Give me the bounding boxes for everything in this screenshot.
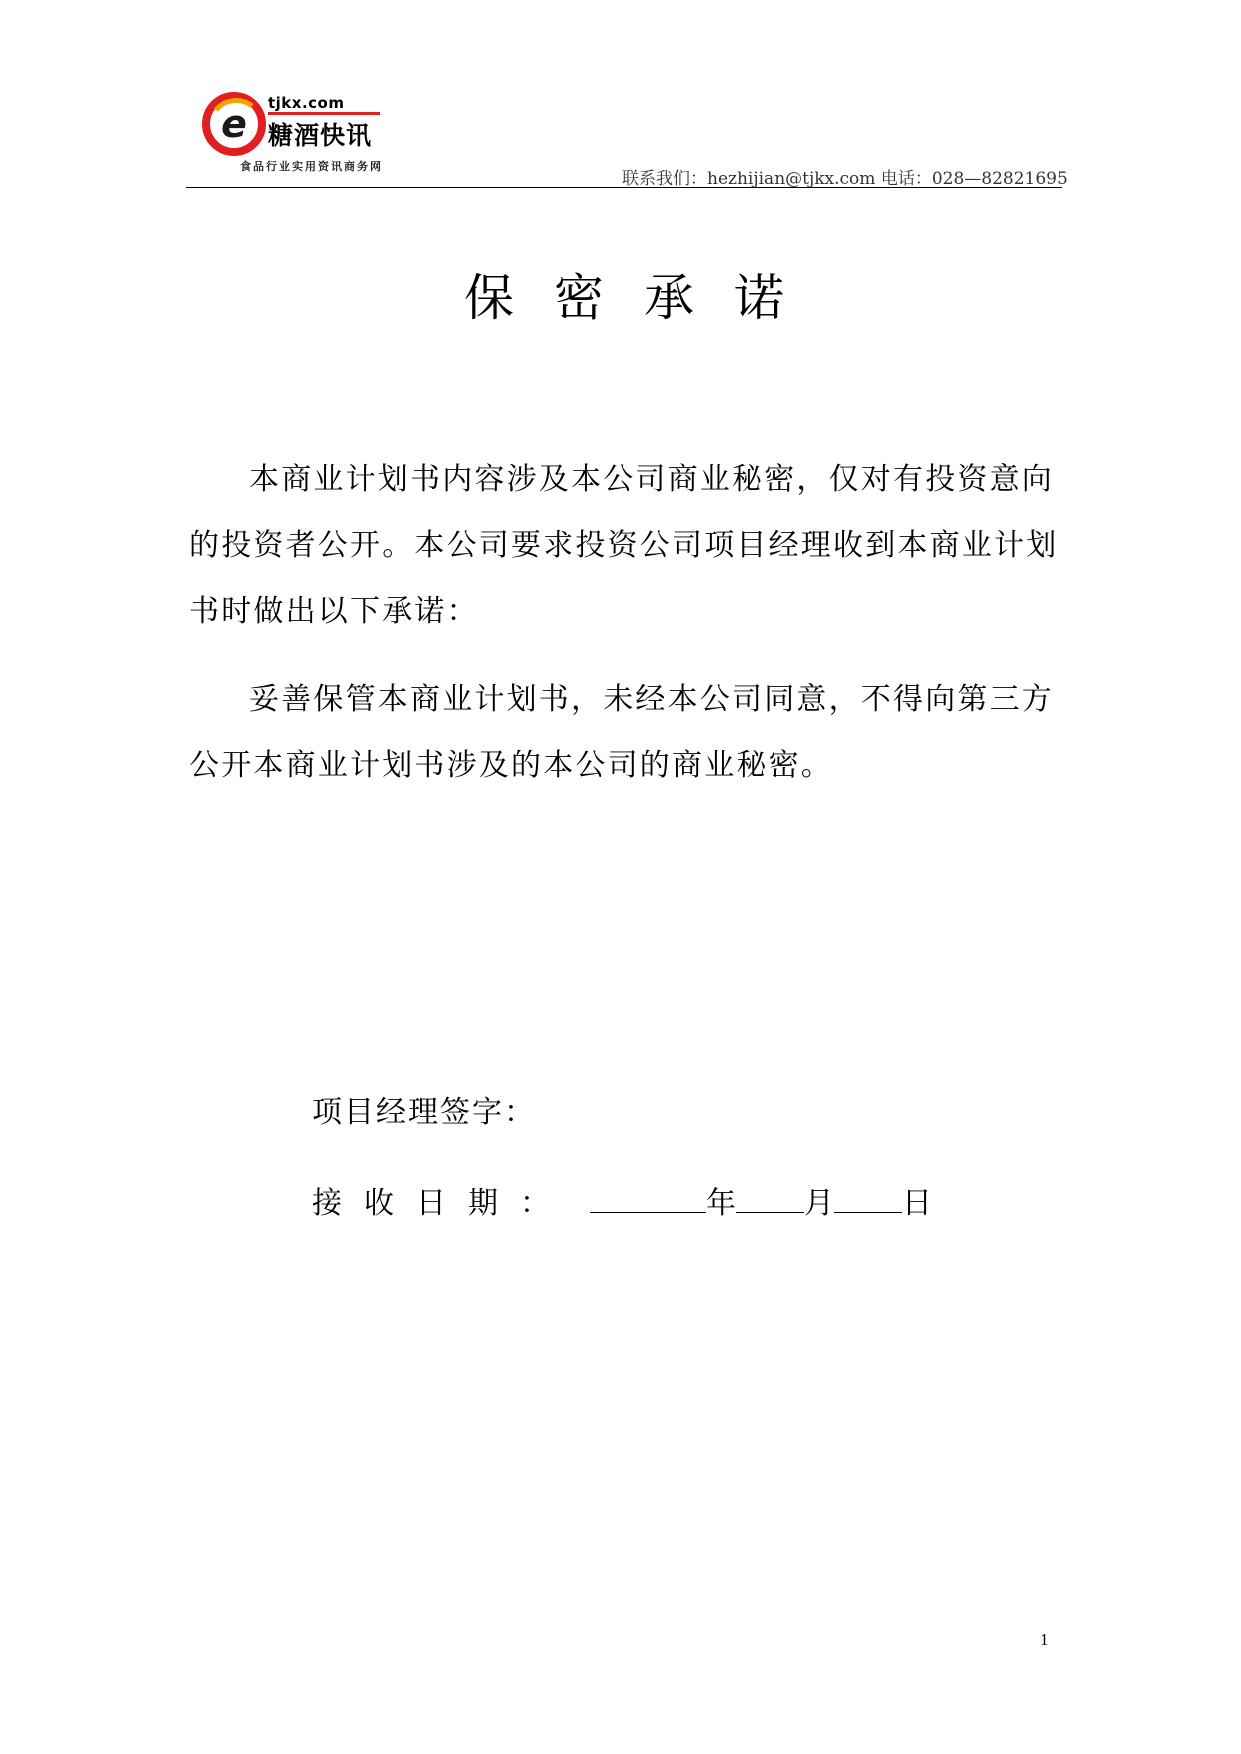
- paragraph-commitment-text: 妥善保管本商业计划书，未经本公司同意，不得向第三方公开本商业计划书涉及的本公司的商业秘密。: [189, 682, 1054, 783]
- receive-date-row: [312, 1178, 932, 1222]
- logo-domain: tjkx.com: [268, 94, 345, 112]
- logo-domain-underline: [268, 112, 380, 115]
- receive-date-label: 接收日期：: [312, 1186, 572, 1221]
- day-label: 日: [902, 1186, 932, 1221]
- logo-slogan: 食品行业实用资讯商务网: [240, 160, 383, 173]
- day-blank-line: [834, 1182, 902, 1213]
- header-divider: [186, 187, 1062, 188]
- header-contact: 联系我们：hezhijian@tjkx.com 电话：028—82821695: [622, 169, 1068, 189]
- logo-e-ring-icon: [202, 92, 266, 156]
- paragraph-intro: [189, 447, 1061, 645]
- document-title: 保密承诺: [464, 269, 824, 327]
- paragraph-commitment: [189, 667, 1061, 799]
- year-label: 年: [706, 1186, 736, 1221]
- page-number: 1: [1040, 1630, 1049, 1649]
- year-blank-line: [590, 1182, 706, 1213]
- paragraph-intro-text: 本商业计划书内容涉及本公司商业秘密，仅对有投资意向的投资者公开。本公司要求投资公司项目经理收到本商业计划书时做出以下承诺：: [189, 462, 1059, 629]
- company-logo: [202, 92, 412, 180]
- svg-text:e: e: [221, 102, 247, 146]
- signature-label: 项目经理签字：: [312, 1095, 536, 1130]
- logo-name: 糖酒快讯: [268, 121, 373, 150]
- month-blank-line: [736, 1182, 804, 1213]
- month-label: 月: [804, 1186, 834, 1221]
